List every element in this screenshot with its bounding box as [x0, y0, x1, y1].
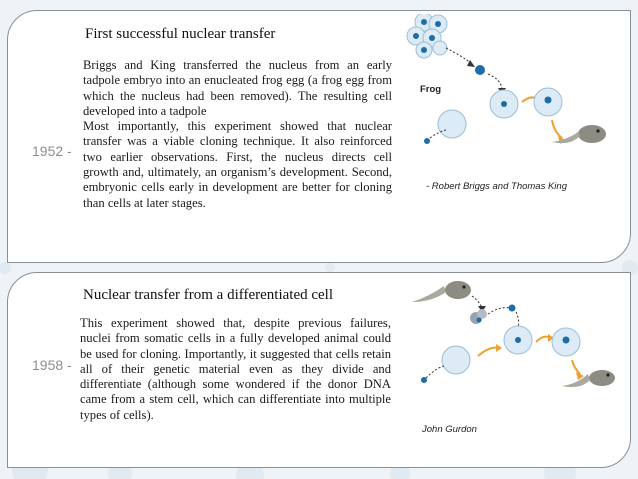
tadpole-icon	[552, 125, 606, 143]
somatic-cell	[470, 309, 487, 324]
donor-tadpole-icon	[412, 281, 471, 302]
paragraph: Most importantly, this experiment showed that nuclear transfer was a viable cloning technique. It also reinforced two earlier observations. First, the nucleus directs cell growth and, ultimately, an organism’s development. Second, embryonic cells early in development are better for cloning than cells at later stages.	[83, 119, 392, 210]
embryo-cluster	[407, 14, 447, 58]
gurdon-nuclear-transfer-diagram	[402, 276, 622, 416]
paragraph: Briggs and King transferred the nucleus from an early tadpole embryo into an enucleated frog egg (a frog egg from which the nucleus had been removed). The resulting cell developed into a tadpole	[83, 58, 392, 118]
credit-gurdon: John Gurdon	[422, 424, 477, 435]
section-body	[80, 316, 391, 423]
section-title: Nuclear transfer from a differentiated cell	[83, 287, 334, 303]
nucleus	[509, 305, 516, 312]
year-label: 1952 -	[32, 143, 72, 159]
figure-label-frog: Frog	[420, 84, 442, 95]
tadpole-icon	[562, 370, 615, 387]
year-label: 1958 -	[32, 357, 72, 373]
section-title: First successful nuclear transfer	[85, 26, 276, 42]
nucleus	[475, 65, 485, 75]
enucleated-egg	[442, 346, 470, 374]
section-body	[83, 58, 392, 211]
frog-nuclear-transfer-diagram	[402, 14, 622, 184]
credit-briggs-king: - Robert Briggs and Thomas King	[426, 181, 567, 192]
enucleated-egg	[438, 110, 466, 138]
dashed-arrow	[446, 48, 472, 64]
paragraph: This experiment showed that, despite previous failures, nuclei from somatic cells in a fully developed animal could be used for cloning. Importantly, it suggested that cells retain all of their genetic material even as they divide and differentiate (although some wondered if the donor DNA came from a stem cell, which can differentiate into multiple types of cells).	[80, 316, 391, 422]
